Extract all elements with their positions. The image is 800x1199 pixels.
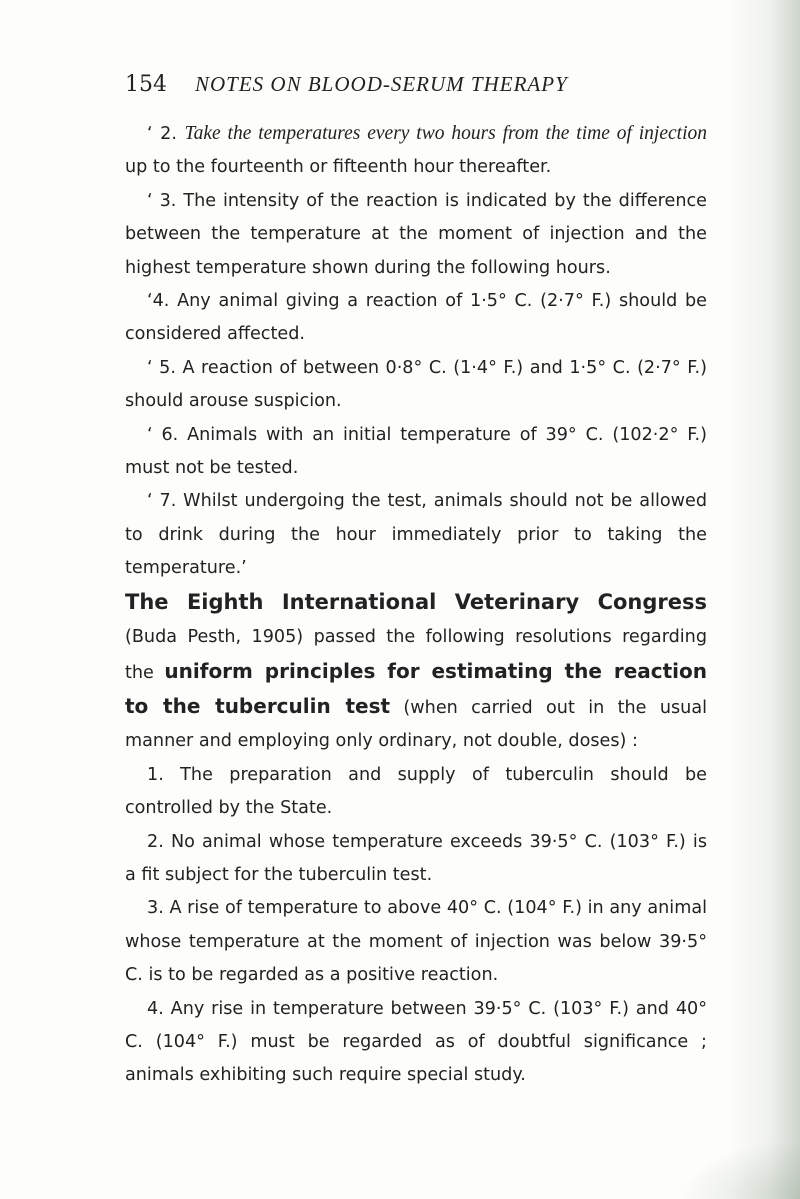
page-header: [125, 72, 710, 104]
page-corner-shadow: [680, 1139, 800, 1199]
running-head: NOTES ON BLOOD-SERUM THERAPY: [195, 72, 568, 96]
paragraph-2-rest: up to the fourteenth or fifteenth hour thereafter.: [125, 157, 552, 178]
congress-text-1: (Buda Pesth, 1905) passed the following resolutions regarding the: [125, 627, 707, 683]
paragraph-3: ‘ 3. The intensity of the reaction is indicated by the difference between the temperature at the moment of injection and the highest temperature shown during the following hours.: [125, 190, 707, 278]
paragraph-7: ‘ 7. Whilst undergoing the test, animals should not be allowed to drink during the hour immediately prior to taking the temperature.’: [125, 491, 707, 579]
page-body: [125, 117, 707, 1093]
page-number: 154: [125, 72, 167, 97]
paragraph-2-italic: Take the temperatures every two hours from the time of injection: [184, 123, 707, 144]
paragraph-5: ‘ 5. A reaction of between 0·8° C. (1·4° F.) and 1·5° C. (2·7° F.) should arouse suspicion.: [125, 357, 707, 412]
paragraph-6: ‘ 6. Animals with an initial temperature of 39° C. (102·2° F.) must not be tested.: [125, 424, 707, 479]
paragraph-2-prefix: ‘ 2.: [147, 124, 185, 144]
congress-paragraph: [125, 586, 707, 759]
resolution-4: 4. Any rise in temperature between 39·5° C. (103° F.) and 40° C. (104° F.) must be regarded as of doubtful significance ; animals exhibiting such require special study.: [125, 998, 707, 1086]
congress-bold-phrase: uniform principles for estimating the reaction to the tuberculin test: [125, 658, 708, 718]
resolution-2: 2. No animal whose temperature exceeds 39·5° C. (103° F.) is a fit subject for the tuberculin test.: [125, 831, 707, 885]
page-edge-shadow: [730, 0, 800, 1199]
congress-text-2: (when carried out in the usual manner and employing only ordinary, not double, doses) :: [125, 697, 707, 752]
resolution-3: 3. A rise of temperature to above 40° C. (104° F.) in any animal whose temperature at the moment of injection was below 39·5° C. is to be regarded as a positive reaction.: [125, 898, 707, 986]
resolution-1: 1. The preparation and supply of tuberculin should be controlled by the State.: [125, 764, 707, 819]
paragraph-2: [125, 117, 707, 185]
congress-heading: The Eighth International Veterinary Congress: [125, 589, 707, 614]
paragraph-4: ‘4. Any animal giving a reaction of 1·5° C. (2·7° F.) should be considered affected.: [125, 291, 707, 345]
